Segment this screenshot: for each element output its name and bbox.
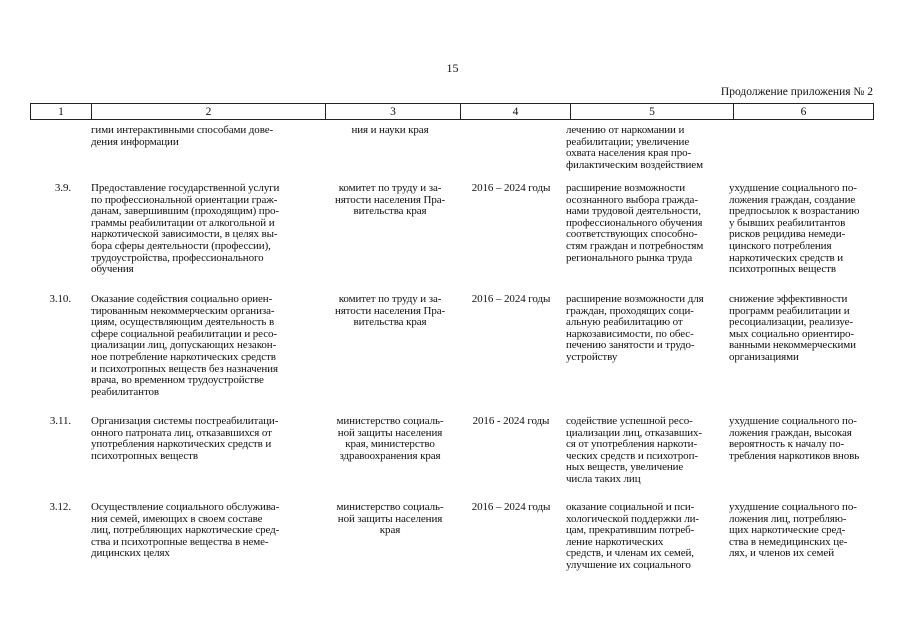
period-text: 2016 – 2024 годы [471,182,551,194]
result-text: расширение возможности для граждан, проходящих соци- альную реабилитацию от наркозависимости, по обес- печению занятости и трудо- устройству [566,293,704,363]
consequence-text: ухудшение социального по- ложения граждан, создание предпосылок к возрастанию у бывших реабилитантов рисков рецидива немеди- цинского потребления наркотических средств и психотропных веществ [729,182,860,276]
page-number: 15 [446,61,459,75]
carry-executor-text: ния и науки края [351,124,429,136]
period-text: 2016 - 2024 годы [472,415,550,427]
carry-measure-text: гими интерактивными способами дове- дения информации [91,124,274,148]
header-col-4: 4 [461,104,571,120]
row-number: 3.9. [54,182,71,194]
consequence-text: ухудшение социального по- ложения граждан, высокая вероятность к началу по- требления наркотиков вновь [729,415,860,462]
header-col-2: 2 [92,104,326,120]
consequence-text: снижение эффективности программ реабилитации и ресоциализации, реализуе- мых социально ориентиро- ванными некоммерческими организациями [729,293,856,363]
header-col-3: 3 [326,104,461,120]
row-number: 3.11. [49,415,71,427]
row-number: 3.10. [49,293,71,305]
executor-text: комитет по труду и за- нятости населения Пра- вительства края [334,293,446,329]
header-col-1: 1 [31,104,92,120]
period-text: 2016 – 2024 годы [471,293,551,305]
period-text: 2016 – 2024 годы [471,501,551,513]
column-number-header [30,103,874,120]
header-col-6: 6 [734,104,874,120]
executor-text: министерство социаль- ной защиты населения края [336,501,444,537]
executor-text: министерство социаль- ной защиты населения края, министерство здравоохранения края [336,415,444,462]
measure-text: Организация системы постреабилитаци- онного патроната лиц, отказавшихся от употребления наркотических средств и психотропных веществ [91,415,279,462]
measure-text: Осуществление социального обслужива- ния семей, имеющих в своем составе лиц, потребляющих наркотические сред- ства и психотропные вещества в неме- дицинских целях [91,501,280,560]
header-col-5: 5 [571,104,734,120]
result-text: содействие успешной ресо- циализации лиц, отказавших- ся от употребления наркоти- ческих средств и психотроп- ных веществ, увеличение числа таких лиц [566,415,702,485]
result-text: оказание социальной и пси- хологической поддержки ли- цам, прекратившим потреб- ление наркотических средств, и членам их семей, улучшение их социального [566,501,699,571]
carry-result-text: лечению от наркомании и реабилитации; увеличение охвата населения края про- филактическим воздействием [566,124,703,171]
continuation-caption: Продолжение приложения № 2 [720,86,873,98]
measure-text: Оказание содействия социально ориен- тированным некоммерческим организа- циям, осуществляющим деятельность в сфере социальной реабилитации и ресо- циализации лиц, допускающих незакон- ное потребление наркотических средств и психотропных веществ без назначения врача, во временном трудоустройстве реабилитантов [91,293,278,398]
executor-text: комитет по труду и за- нятости населения Пра- вительства края [334,182,446,218]
consequence-text: ухудшение социального по- ложения лиц, потребляю- щих наркотические сред- ства в немедицинских це- лях, и членов их семей [729,501,857,560]
result-text: расширение возможности осознанного выбора гражда- нами трудовой деятельности, профессионального обучения соответствующих способно- стям граждан и потребностям регионального рынка труда [566,182,704,264]
measure-text: Предоставление государственной услуги по профессиональной ориентации граж- данам, завершившим (проходящим) про- граммы реабилитации от алкогольной и наркотической зависимости, в целях вы- бора сферы деятельности (профессии), трудоустройства, профессионального обучения [91,182,280,276]
row-number: 3.12. [49,501,71,513]
